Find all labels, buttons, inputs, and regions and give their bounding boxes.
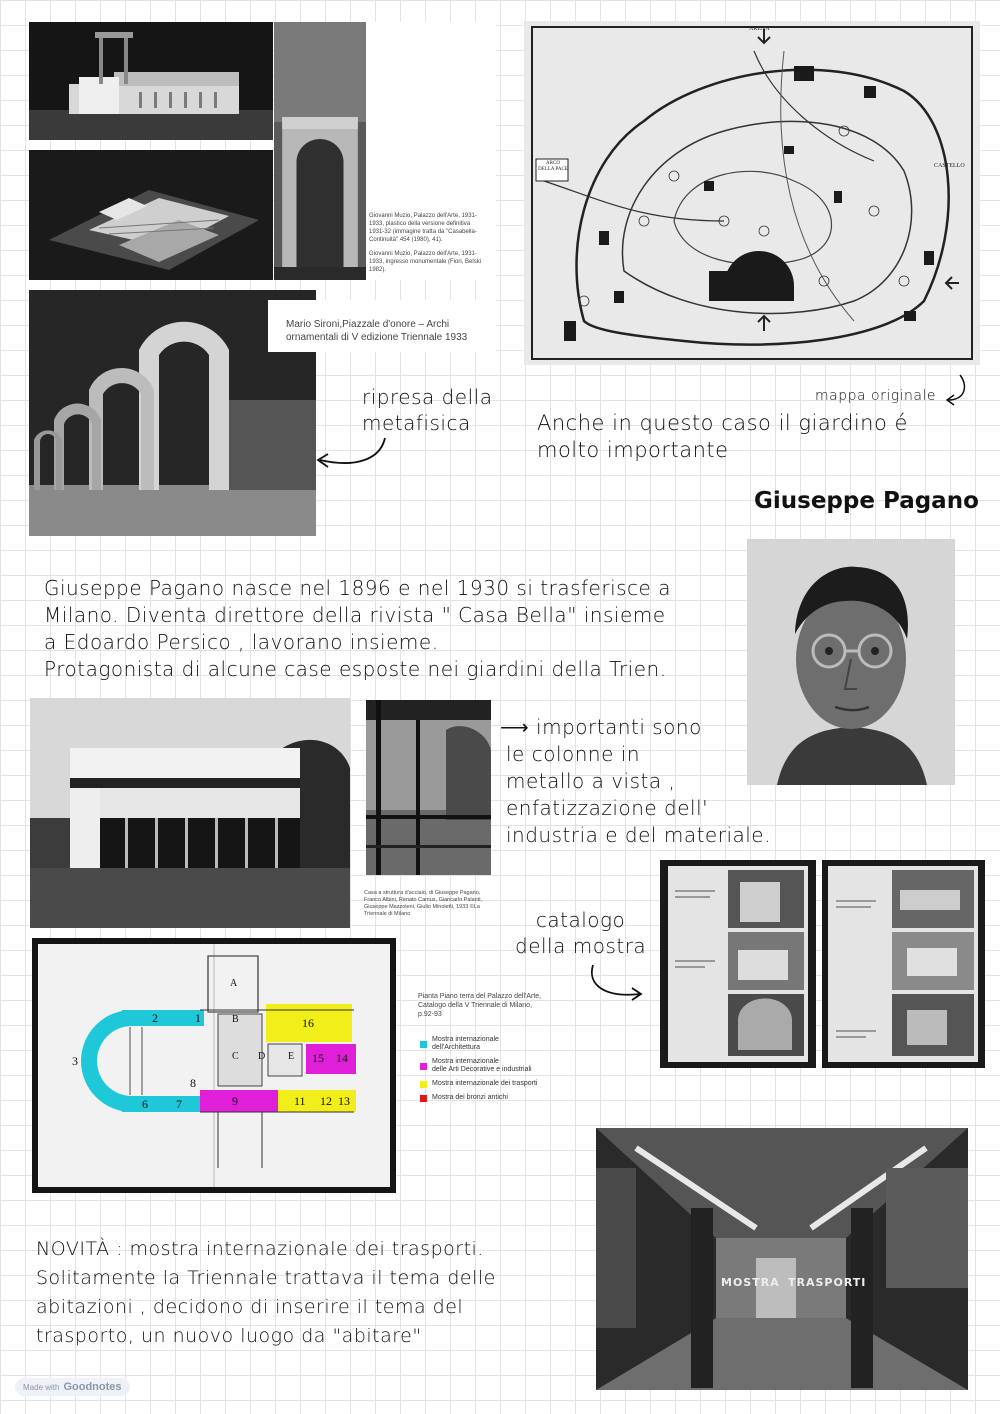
plan-caption-line1: Pianta Piano terra del Palazzo dell'Arte, (418, 993, 542, 1000)
steel-house-note-line3: metallo a vista , (506, 769, 676, 793)
novita-note-line2: Solitamente la Triennale trattava il tema delle (36, 1267, 496, 1289)
legend-swatch (420, 1063, 427, 1070)
pagano-bio-line1: Giuseppe Pagano nasce nel 1896 e nel 1930 si trasferisce a (44, 576, 671, 600)
plan-room-14: 14 (336, 1051, 348, 1065)
plan-room-2: 2 (152, 1011, 158, 1025)
plan-caption-line3: p.92-93 (418, 1011, 442, 1018)
legend-item-bronzi: Mostra dei bronzi antichi (420, 1094, 537, 1102)
sironi-caption (268, 300, 496, 352)
novita-note (36, 1235, 496, 1351)
novita-note-line3: abitazioni , decidono di inserire il tema del (36, 1296, 464, 1318)
pagano-portrait (747, 539, 955, 785)
plan-room-16: 16 (302, 1016, 314, 1030)
legend-swatch (420, 1095, 427, 1102)
floor-plan (32, 938, 396, 1193)
goodnotes-badge (15, 1378, 130, 1396)
sironi-caption-line2: ornamentali di V edizione Triennale 1933 (286, 332, 468, 343)
metafisica-note (362, 384, 492, 436)
pagano-bio-line2: Milano. Diventa direttore della rivista " Casa Bella" insieme (44, 603, 666, 627)
plan-room-15: 15 (312, 1051, 324, 1065)
mappa-originale-arrow (940, 370, 970, 410)
pagano-title: Giuseppe Pagano (754, 488, 979, 514)
plan-room-C: C (232, 1051, 239, 1062)
steel-house-photo (30, 698, 350, 928)
plan-caption (418, 992, 541, 1019)
steel-house-caption: Casa a struttura d'acciaio, di Giuseppe Pagano, Franco Albini, Renato Camus, Giancarlo Palanti, Giuseppe Mazzoleni, Giulio Minoletti, 1933 ©La Triennale di Milano (364, 890, 483, 917)
garden-map (524, 21, 980, 365)
legend-swatch (420, 1041, 427, 1048)
metafisica-note-line2: metafisica (362, 411, 471, 435)
steel-house-note-line4: enfatizzazione dell' (506, 796, 709, 820)
goodnotes-made-with: Made with (23, 1382, 60, 1392)
steel-house-columns-photo (366, 700, 491, 875)
plan-room-labels (32, 938, 396, 1193)
legend-item-arti-decorative: Mostra internazionale delle Arti Decorative e industriali (420, 1058, 537, 1074)
palazzo-model-photo-aerial (29, 150, 273, 280)
plan-room-B: B (232, 1014, 239, 1025)
hall-sign-trasporti: TRASPORTI (788, 1276, 867, 1289)
plan-room-9: 9 (232, 1094, 238, 1108)
giardino-note-line2: molto importante (537, 438, 729, 462)
plan-room-12: 12 (320, 1094, 332, 1108)
catalogo-note (515, 907, 646, 959)
steel-house-note-line2: le colonne in (506, 742, 640, 766)
novita-note-line1: NOVITÀ : mostra internazionale dei trasporti. (36, 1238, 484, 1260)
mappa-originale-note: mappa originale (815, 388, 936, 404)
plan-room-7: 7 (176, 1097, 182, 1111)
map-label-arena: ARENA (749, 26, 770, 32)
novita-note-line4: trasporto, un nuovo luogo da "abitare" (36, 1325, 422, 1347)
sironi-caption-line1: Mario Sironi,Piazzale d'onore – Archi (286, 319, 450, 330)
map-label-arco: ARCO DELLA PACE (538, 161, 568, 172)
catalogue-page-right (822, 860, 985, 1068)
muzio-caption-1: Giovanni Muzio, Palazzo dell'Arte, 1931-1933, plastico della versione definitiva 1931-32 (immagine tratta da "Casabella-Continuità" 454 (1980), 41). (369, 213, 477, 243)
plan-room-A: A (230, 978, 238, 989)
legend-item-trasporti: Mostra internazionale dei trasporti (420, 1080, 537, 1088)
steel-house-note (500, 714, 771, 849)
legend-item-architettura: Mostra internazionale dell'Architettura (420, 1036, 537, 1052)
plan-legend (420, 1036, 537, 1108)
hall-sign-mostra: MOSTRA (721, 1276, 780, 1289)
muzio-caption-2: Giovanni Muzio, Palazzo dell'Arte, 1931-1933, ingresso monumentale (Fiori, Belski 1982). (369, 251, 482, 273)
palazzo-entrance-photo (274, 22, 496, 280)
plan-room-13: 13 (338, 1094, 350, 1108)
giardino-note (537, 410, 908, 464)
steel-house-note-line5: industria e del materiale. (506, 823, 771, 847)
goodnotes-brand: Goodnotes (63, 1381, 122, 1393)
plan-room-1: 1 (195, 1011, 201, 1025)
pagano-bio-line3: a Edoardo Persico , lavorano insieme. (44, 630, 439, 654)
catalogo-note-line1: catalogo (535, 908, 626, 932)
plan-caption-line2: Catalogo della V Triennale di Milano, (418, 1002, 533, 1009)
palazzo-model-photo-top (29, 22, 273, 140)
steel-house-note-line1: ⟶ importanti sono (500, 715, 702, 739)
plan-room-3: 3 (72, 1054, 78, 1068)
legend-swatch (420, 1081, 427, 1088)
metafisica-arrow (310, 430, 390, 475)
plan-room-8: 8 (190, 1076, 196, 1090)
giardino-note-line1: Anche in questo caso il giardino é (537, 411, 908, 435)
catalogue-page-left (660, 860, 816, 1068)
pagano-bio-line4: Protagonista di alcune case esposte nei giardini della Trien. (44, 657, 667, 681)
plan-room-E: E (288, 1051, 295, 1062)
plan-room-D: D (258, 1051, 266, 1062)
catalogo-arrow (585, 960, 650, 1005)
map-label-castello: CASTELLO (934, 163, 965, 169)
metafisica-note-line1: ripresa della (362, 385, 493, 409)
plan-room-11: 11 (294, 1094, 306, 1108)
plan-room-6: 6 (142, 1097, 148, 1111)
catalogo-note-line2: della mostra (515, 934, 647, 958)
transport-hall-photo (596, 1128, 968, 1390)
pagano-bio (44, 575, 671, 683)
